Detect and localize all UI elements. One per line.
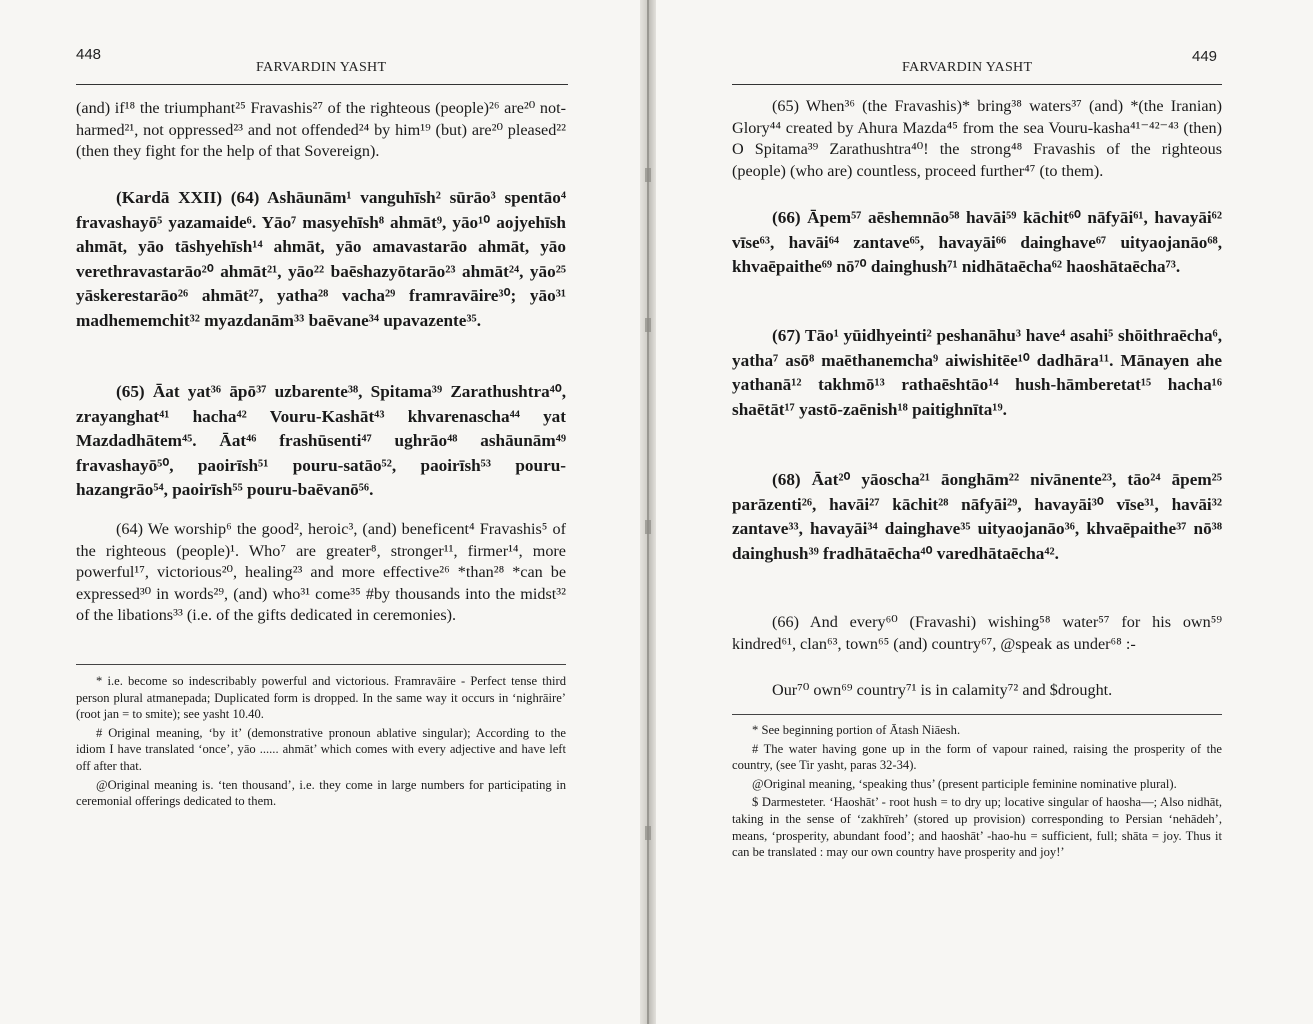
right-page bbox=[656, 0, 1313, 1024]
translation-verse-64: (64) We worship⁶ the good², heroic³, (and) beneficent⁴ Fravashis⁵ of the righteous (people)¹. Who⁷ are greater⁸, stronger¹¹, firmer¹⁴, more powerful¹⁷, victorious²⁰, healing²³ and more effective²⁶ *than²⁸ *can be expressed³⁰ in words²⁹, (and) who³¹ come³⁵ #by thousands into the midst³² of the libations³³ (i.e. of the gifts dedicated in ceremonies). bbox=[76, 520, 566, 624]
running-head: FARVARDIN YASHT bbox=[256, 60, 387, 75]
running-head: FARVARDIN YASHT bbox=[902, 60, 1033, 75]
avesta-verse-68: (68) Āat²⁰ yāoscha²¹ āonghām²² nivānente²³, tāo²⁴ āpem²⁵ parāzenti²⁶, havāi²⁷ kāchit²⁸ nāfyāi²⁹, havayāi³⁰ vīse³¹, havāi³² zantave³³, havayāi³⁴ dainghave³⁵ uityaojanāo³⁶, khvaēpaithe³⁷ nō³⁸ dainghush³⁹ fradhātaēcha⁴⁰ varedhātaēcha⁴². bbox=[732, 470, 1222, 563]
left-page bbox=[0, 0, 640, 1024]
avesta-verse-67: (67) Tāo¹ yūidhyeinti² peshanāhu³ have⁴ asahi⁵ shōithraēcha⁶, yatha⁷ asō⁸ maēthanemcha⁹ aiwishitēe¹⁰ dadhāra¹¹. Mānayen ahe yathanā¹² takhmō¹³ rathaēshtāo¹⁴ hush-hāmberetat¹⁵ hacha¹⁶ shaētāt¹⁷ yastō-zaēnish¹⁸ paitighnīta¹⁹. bbox=[732, 326, 1222, 419]
footnotes bbox=[732, 722, 1222, 861]
footnote-rule bbox=[732, 714, 1222, 715]
footnote: @Original meaning is. ‘ten thousand’, i.e. they come in large numbers for participating in ceremonial offerings dedicated to them. bbox=[76, 777, 566, 809]
intro-paragraph: (and) if¹⁸ the triumphant²⁵ Fravashis²⁷ of the righteous (people)²⁶ are²⁰ not-harmed²¹, not oppressed²³ and not offended²⁴ by him¹⁹ (but) are²⁰ pleased²² (then they fight for the help of that Sovereign). bbox=[76, 99, 566, 160]
footnotes bbox=[76, 673, 566, 810]
spine-line bbox=[647, 0, 649, 1024]
footnote: @Original meaning, ‘speaking thus’ (present participle feminine nominative plural). bbox=[752, 776, 1177, 791]
binding-mark bbox=[645, 318, 651, 332]
binding-mark bbox=[645, 168, 651, 182]
translation-verse-65: (65) When³⁶ (the Fravashis)* bring³⁸ waters³⁷ (and) *(the Iranian) Glory⁴⁴ created by Ahura Mazda⁴⁵ from the sea Vouru-kasha⁴¹⁻⁴²⁻⁴³ (then) O Spitama³⁹ Zarathushtra⁴⁰! the strong⁴⁸ Fravashis of the righteous (people) (who are) countless, proceed further⁴⁷ (to them). bbox=[732, 97, 1222, 180]
translation-verse-66-continued: Our⁷⁰ own⁶⁹ country⁷¹ is in calamity⁷² and $drought. bbox=[772, 681, 1113, 699]
avesta-verse-66: (66) Āpem⁵⁷ aēshemnāo⁵⁸ havāi⁵⁹ kāchit⁶⁰ nāfyāi⁶¹, havayāi⁶² vīse⁶³, havāi⁶⁴ zantave⁶⁵, havayāi⁶⁶ dainghave⁶⁷ uityaojanāo⁶⁸, khvaēpaithe⁶⁹ nō⁷⁰ dainghush⁷¹ nidhātaēcha⁶² haoshātaēcha⁷³. bbox=[732, 208, 1222, 277]
footnote: $ Darmesteter. ‘Haoshāt’ - root hush = to dry up; locative singular of haosha—; Also nidhāt, taking in the sense of ‘zakhīreh’ (stored up provision) corresponding to Persian ‘nehādeh’, means, ‘prosperity, abundant food’; and haoshāt’ -hao-hu = sufficient, full; shāta = joy. Thus it can be translated : may our own country have prosperity and joy!’ bbox=[732, 795, 1222, 860]
page-number: 448 bbox=[76, 46, 102, 63]
avesta-verse-65: (65) Āat yat³⁶ āpō³⁷ uzbarente³⁸, Spitama³⁹ Zarathushtra⁴⁰, zrayanghat⁴¹ hacha⁴² Vouru-Kashāt⁴³ khvarenascha⁴⁴ yat Mazdadhātem⁴⁵. Āat⁴⁶ frashūsenti⁴⁷ ughrāo⁴⁸ ashāunām⁴⁹ fravashayō⁵⁰, paoirīsh⁵¹ pouru-satāo⁵², paoirīsh⁵³ pouru-hazangrāo⁵⁴, paoirīsh⁵⁵ pouru-baēvanō⁵⁶. bbox=[76, 382, 566, 500]
page-number: 449 bbox=[1192, 48, 1218, 65]
footnote: # The water having gone up in the form of vapour rained, raising the prosperity of the country, (see Tir yasht, paras 32-34). bbox=[732, 741, 1222, 773]
binding-mark bbox=[645, 826, 651, 840]
header-rule bbox=[732, 84, 1222, 85]
avesta-verse-64: (Kardā XXII) (64) Ashāunām¹ vanguhīsh² sūrāo³ spentāo⁴ fravashayō⁵ yazamaide⁶. Yāo⁷ masyehīsh⁸ ahmāt⁹, yāo¹⁰ aojyehīsh ahmāt, yāo tāshyehīsh¹⁴ ahmāt, yāo amavastarāo ahmāt, yāo verethravastarāo²⁰ ahmāt²¹, yāo²² baēshazyōtarāo²³ ahmāt²⁴, yāo²⁵ yāskerestarāo²⁶ ahmāt²⁷, yatha²⁸ vacha²⁹ framravāire³⁰; yāo³¹ madhememchit³² myazdanām³³ baēvane³⁴ upavazente³⁵. bbox=[76, 188, 566, 330]
binding-mark bbox=[645, 520, 651, 534]
footnote: # Original meaning, ‘by it’ (demonstrative pronoun ablative singular); According to the idiom I have translated ‘once’, yāo ...... ahmāt’ which comes with every adjective and have left off after that. bbox=[76, 725, 566, 773]
translation-verse-66: (66) And every⁶⁰ (Fravashi) wishing⁵⁸ water⁵⁷ for his own⁵⁹ kindred⁶¹, clan⁶³, town⁶⁵ (and) country⁶⁷, @speak as under⁶⁸ :- bbox=[732, 613, 1222, 653]
header-rule bbox=[76, 84, 568, 85]
footnote: * See beginning portion of Ātash Niāesh. bbox=[752, 723, 961, 737]
footnote-rule bbox=[76, 664, 566, 665]
footnote: * i.e. become so indescribably powerful and victorious. Framravāire - Perfect tense third person plural atmanepada; Duplicated form is dropped. In the same way it occurs in ‘nighrāire’ (root jan = to smite); see yasht 10.40. bbox=[76, 674, 566, 722]
book-gutter bbox=[640, 0, 656, 1024]
